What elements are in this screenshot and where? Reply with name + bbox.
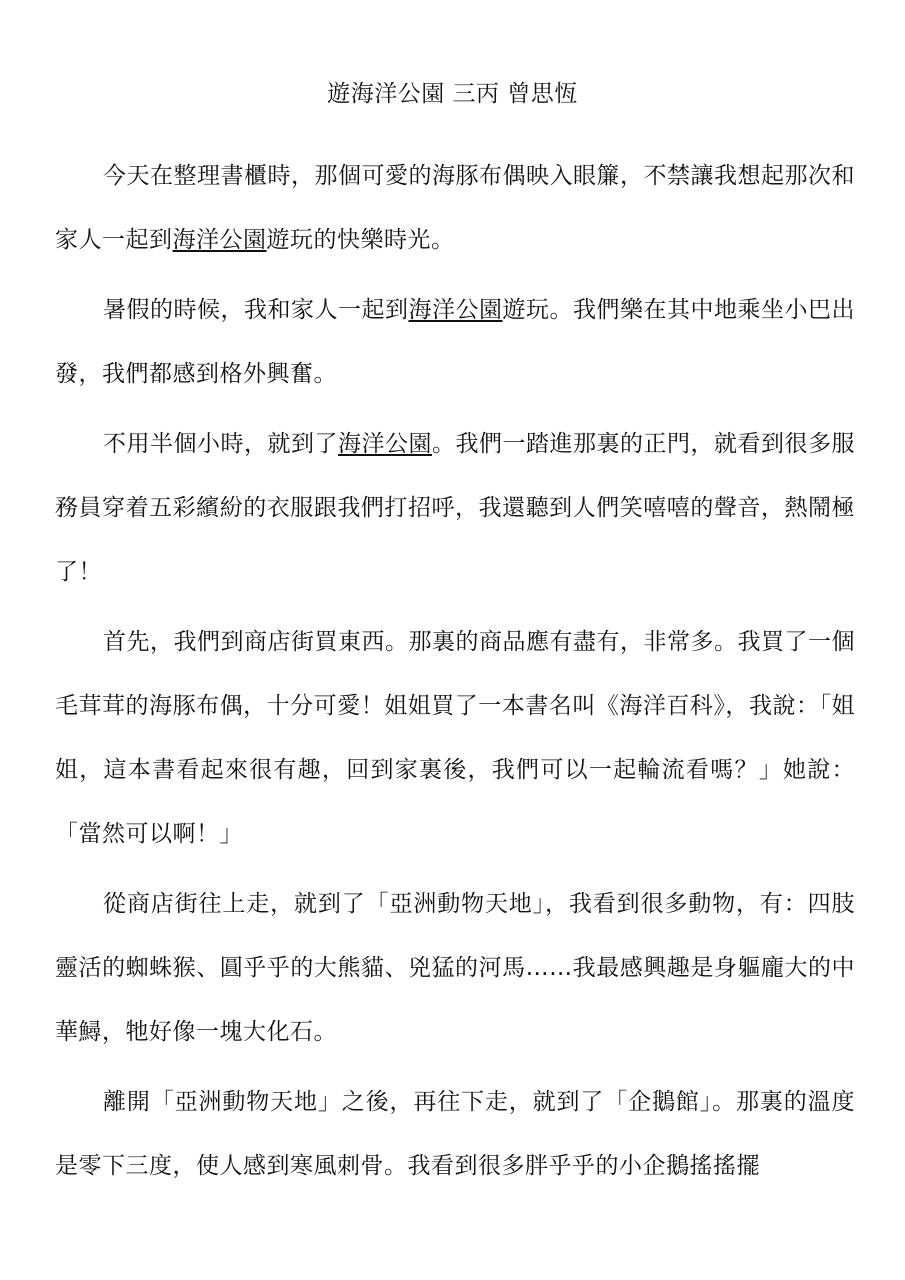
- text-segment: 。我們一踏進那裏的正門，就看到很多服務員穿着五彩繽紛的衣服跟我們打招呼，我還聽到人們笑嘻嘻的聲音，熱鬧極了！: [55, 431, 855, 585]
- paragraph: [55, 278, 855, 406]
- paragraph: [55, 872, 855, 1064]
- text-segment: 離開「亞洲動物天地」之後，再往下走，就到了「企鵝館」。那裏的溫度是零下三度，使人感到寒風刺骨。我看到很多胖乎乎的小企鵝搖搖擺: [55, 1089, 855, 1179]
- underlined-place-name: 海洋公園: [408, 297, 503, 323]
- paragraph: [55, 1070, 855, 1198]
- text-segment: 今天在整理書櫃時，那個可愛的海豚布偶映入眼簾，不禁讓我想起那次和家人一起到: [55, 163, 855, 253]
- text-segment: 不用半個小時，就到了: [103, 431, 338, 457]
- text-segment: 遊玩。我們樂在其中地乘坐小巴出發，我們都感到格外興奮。: [55, 297, 855, 387]
- underlined-place-name: 海洋公園: [172, 227, 267, 253]
- text-segment: 遊玩的快樂時光。: [266, 227, 455, 253]
- underlined-place-name: 海洋公園: [338, 431, 432, 457]
- essay-title: 遊海洋公園 三丙 曾思恆: [327, 81, 578, 107]
- paragraph: [55, 610, 855, 866]
- paragraph: [55, 144, 855, 272]
- text-segment: 暑假的時候，我和家人一起到: [103, 297, 409, 323]
- text-segment: 首先，我們到商店街買東西。那裏的商品應有盡有，非常多。我買了一個毛茸茸的海豚布偶，十分可愛！姐姐買了一本書名叫《海洋百科》，我說：「姐姐，這本書看起來很有趣，回到家裏後，我們可以一起輪流看嗎？」她說：「當然可以啊！」: [55, 629, 855, 847]
- text-segment: 從商店街往上走，就到了「亞洲動物天地」，我看到很多動物，有：四肢靈活的蜘蛛猴、圓乎乎的大熊貓、兇猛的河馬……我最感興趣是身軀龐大的中華鱘，牠好像一塊大化石。: [55, 891, 855, 1045]
- essay-body: [55, 144, 855, 1204]
- paragraph: [55, 412, 855, 604]
